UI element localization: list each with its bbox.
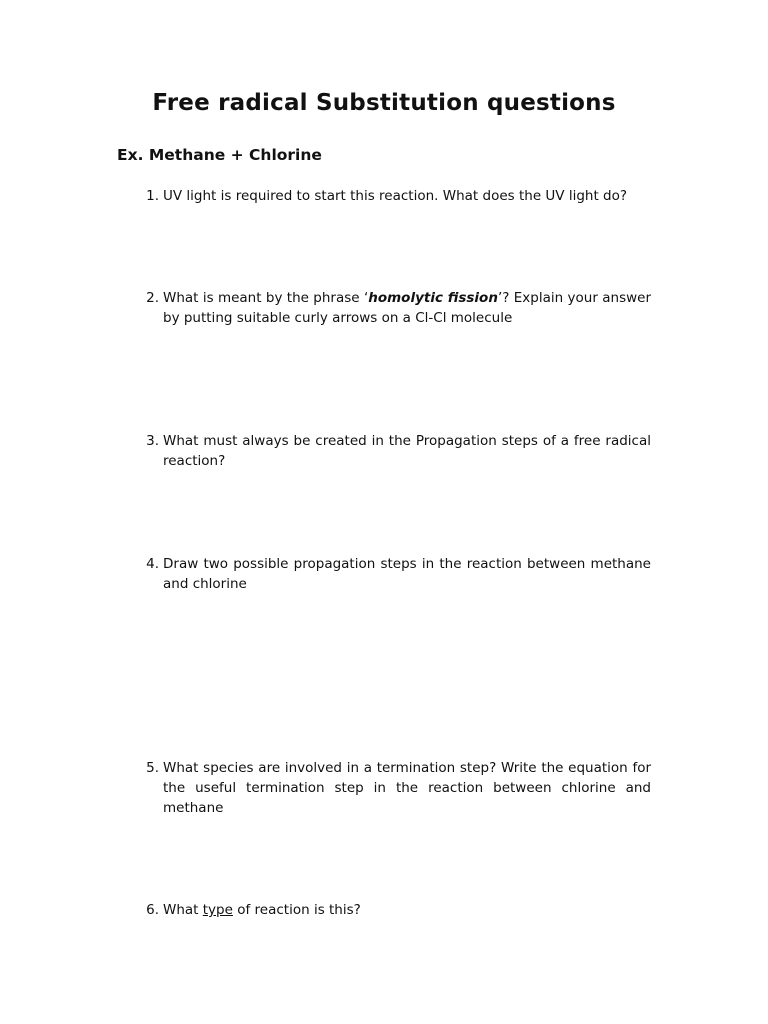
question-text: [163, 900, 651, 920]
question-number: 5.: [146, 760, 159, 776]
question-number: 1.: [146, 188, 159, 204]
example-heading: Ex. Methane + Chlorine: [117, 146, 322, 164]
question-text-start: What is meant by the phrase ‘: [163, 290, 369, 306]
question-text: What species are involved in a termination step? Write the equation for the useful termination step in the reaction between chlorine and methane: [163, 760, 651, 816]
question-text: What must always be created in the Propagation steps of a free radical reaction?: [163, 433, 651, 469]
question-text: Draw two possible propagation steps in the reaction between methane and chlorine: [163, 556, 651, 592]
question-text-end: ’? Explain your answer by putting suitable curly arrows on a Cl-Cl molecule: [163, 290, 651, 326]
question-6: [137, 900, 651, 920]
question-3: [137, 431, 651, 471]
question-number: 6.: [146, 902, 159, 918]
question-number: 2.: [146, 290, 159, 306]
question-number: 4.: [146, 556, 159, 572]
underlined-term: type: [202, 902, 233, 918]
page-title: Free radical Substitution questions: [152, 90, 616, 116]
question-number: 3.: [146, 433, 159, 449]
question-5: [137, 758, 651, 818]
question-1: [137, 186, 651, 206]
emphasized-term: homolytic fission: [368, 290, 498, 306]
question-text: UV light is required to start this reaction. What does the UV light do?: [163, 188, 628, 204]
question-text-start: What: [163, 902, 203, 918]
question-2: [137, 288, 651, 328]
question-text: [163, 288, 651, 328]
question-text-end: of reaction is this?: [232, 902, 361, 918]
question-4: [137, 554, 651, 594]
